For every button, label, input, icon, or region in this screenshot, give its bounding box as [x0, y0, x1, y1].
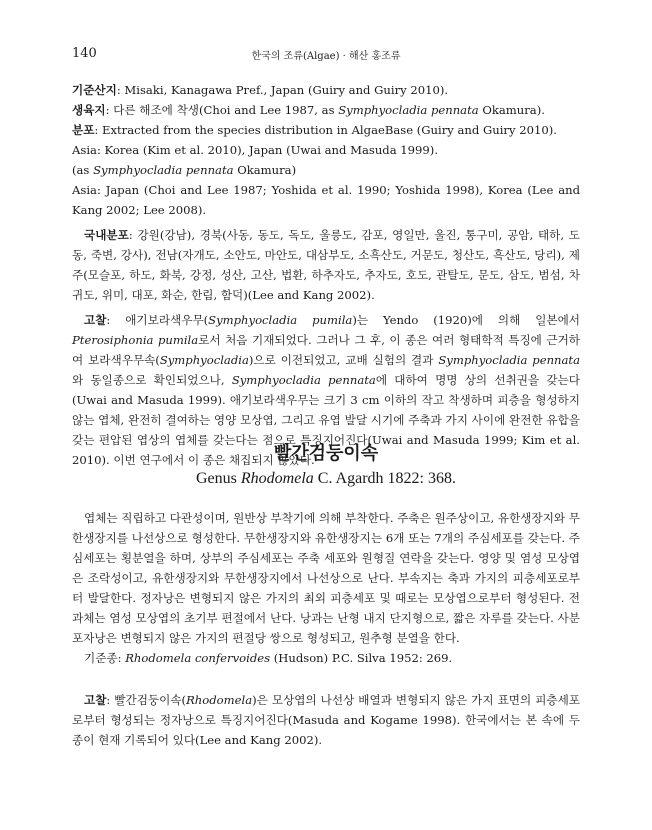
genus-name: Rhodomela	[240, 470, 314, 487]
remarks-text: )은 모상엽의 나선상 배열과 변형되지 않은 가지 표면의 피층세포로부터 형성되는 정자낭으로 특징지어진다(Masuda and Kogame 1998). 한국에서는 본 속에 두 종이 현재 기록되어 있다(Lee and Kang 2002).	[72, 693, 581, 747]
habitat-label: 생육지	[72, 103, 106, 117]
species-name: Pterosiphonia pumila	[72, 333, 199, 347]
genus-remarks-label: 고찰	[84, 693, 107, 707]
distribution-asia-1: Asia: Korea (Kim et al. 2010), Japan (Uwai and Masuda 1999).	[72, 143, 439, 157]
habitat-text: : 다른 해조에 착생(Choi and Lee 1987, as	[105, 103, 339, 117]
genus-remarks-section	[72, 690, 580, 750]
remarks-text: 에 대하여 명명 상의 선취권을 갖는다(Uwai and Masuda 1999). 애기보라색우무는 크기 3 cm 이하의 작고 착생하며 피층을 형성하지 않는 엽체, 완전히 결여하는 영양 모상엽, 그리고 유엽 발달 시기에 주축과 가지 사이에 완전한 유합을 갖는 편압된 엽상의 엽체를 갖는다는 점으로 특징지어진다(Uwai and Masuda 1999; Kim et al. 2010). 이번 연구에서 이 종은 채집되지 않았다.	[72, 373, 581, 467]
type-species-authority: (Hudson) P.C. Silva 1952: 269.	[270, 651, 453, 665]
remarks-text: : 애기보라색우무(	[106, 313, 209, 327]
distribution-label: 분포	[72, 123, 95, 137]
genus-name: Rhodomela	[186, 693, 253, 707]
type-species	[72, 648, 580, 668]
genus-description: 엽체는 직립하고 다관성이며, 원반상 부착기에 의해 부착한다. 주축은 원주상이고, 유한생장지와 무한생장지를 나선상으로 형성한다. 무한생장지와 유한생장지는 6개 또는 7개의 주심세포를 갖는다. 주심세포는 횡분열을 하며, 상부의 주심세포는 주축 세포와 원형질 연락을 갖는다. 영양 및 염성 모상엽은 조락성이고, 유한생장지와 무한생장지에서 나선상으로 난다. 부속지는 축과 가지의 피층세포로부터 발달한다. 정자낭은 변형되지 않은 가지의 최외 피층세포 및 때로는 모상엽으로부터 형성된다. 전과체는 염성 모상엽의 초기부 편절에서 난다. 낭과는 난형 내지 단지형으로, 짧은 자루를 갖는다. 사분포자낭은 변형되지 않은 가지의 편절당 쌍으로 형성되고, 원추형 분열을 한다.	[72, 511, 580, 645]
domestic-text: : 강원(강남), 경북(사동, 동도, 독도, 울릉도, 감포, 영일만, 울진, 통구미, 공암, 태하, 도동, 죽변, 강사), 전남(자개도, 소안도, 마안도, 대삼부도, 소흑산도, 거문도, 청산도, 흑산도, 당리), 제주(모슬포, 하도, 화북, 강정, 성산, 고산, 법환, 하추자도, 추자도, 호도, 관탈도, 문도, 삼도, 범섬, 차귀도, 위미, 대포, 화순, 한림, 함덕)(Lee and Kang 2002).	[72, 228, 580, 302]
type-locality-text: : Misaki, Kanagawa Pref., Japan (Guiry and Guiry 2010).	[116, 83, 449, 97]
remarks-text: )으로 이전되었고, 교배 실험의 결과	[248, 353, 439, 367]
page-header	[72, 46, 580, 62]
distribution	[72, 120, 580, 140]
genus-prefix: Genus	[196, 470, 241, 487]
type-locality	[72, 80, 580, 100]
habitat-species-name: Symphyocladia pennata	[338, 103, 479, 117]
type-locality-label: 기준산지	[72, 83, 117, 97]
synonym-species-name: Symphyocladia pennata	[93, 163, 234, 177]
domestic-distribution	[72, 225, 580, 305]
synonym-author: Okamura)	[233, 163, 297, 177]
synonym-note	[72, 160, 580, 180]
species-section	[72, 80, 580, 470]
remarks-text: 로서 처음 기재되었다. 그러나 그 후, 이 종은 여러 형태학적 특징에 근거하여 보라색우무속(	[72, 333, 580, 367]
habitat-author: Okamura).	[478, 103, 545, 117]
remarks-text: 와 동일종으로 확인되었으나,	[72, 373, 232, 387]
page-number: 140	[72, 46, 97, 61]
domestic-label: 국내분포	[84, 228, 129, 242]
species-name: Symphyocladia pennata	[231, 373, 376, 387]
remarks-text: )는 Yendo (1920)에 의해 일본에서	[352, 313, 580, 327]
genus-remarks	[72, 690, 580, 750]
distribution-asia-2: Asia: Japan (Choi and Lee 1987; Yoshida et al. 1990; Yoshida 1998), Korea (Lee and Kang 2002; Lee 2008).	[72, 183, 580, 217]
distribution-text: : Extracted from the species distribution in AlgaeBase (Guiry and Guiry 2010).	[94, 123, 557, 137]
type-species-label: 기준종:	[84, 651, 126, 665]
synonym-prefix: (as	[72, 163, 94, 177]
habitat	[72, 100, 580, 120]
species-name: Symphyocladia pumila	[208, 313, 353, 327]
species-name: Symphyocladia pennata	[438, 353, 580, 367]
remarks-text: : 빨간검둥이속(	[106, 693, 187, 707]
species-remarks-label: 고찰	[84, 313, 107, 327]
genus-heading	[72, 442, 580, 490]
genus-korean-name: 빨간검둥이속	[273, 443, 379, 464]
genus-section	[72, 508, 580, 668]
genus-name: Symphyocladia	[159, 353, 249, 367]
running-title: 한국의 조류(Algae) · 해산 홍조류	[251, 51, 401, 62]
genus-latin-name	[72, 468, 580, 490]
genus-authority: C. Agardh 1822: 368.	[313, 470, 456, 487]
type-species-name: Rhodomela confervoides	[125, 651, 271, 665]
